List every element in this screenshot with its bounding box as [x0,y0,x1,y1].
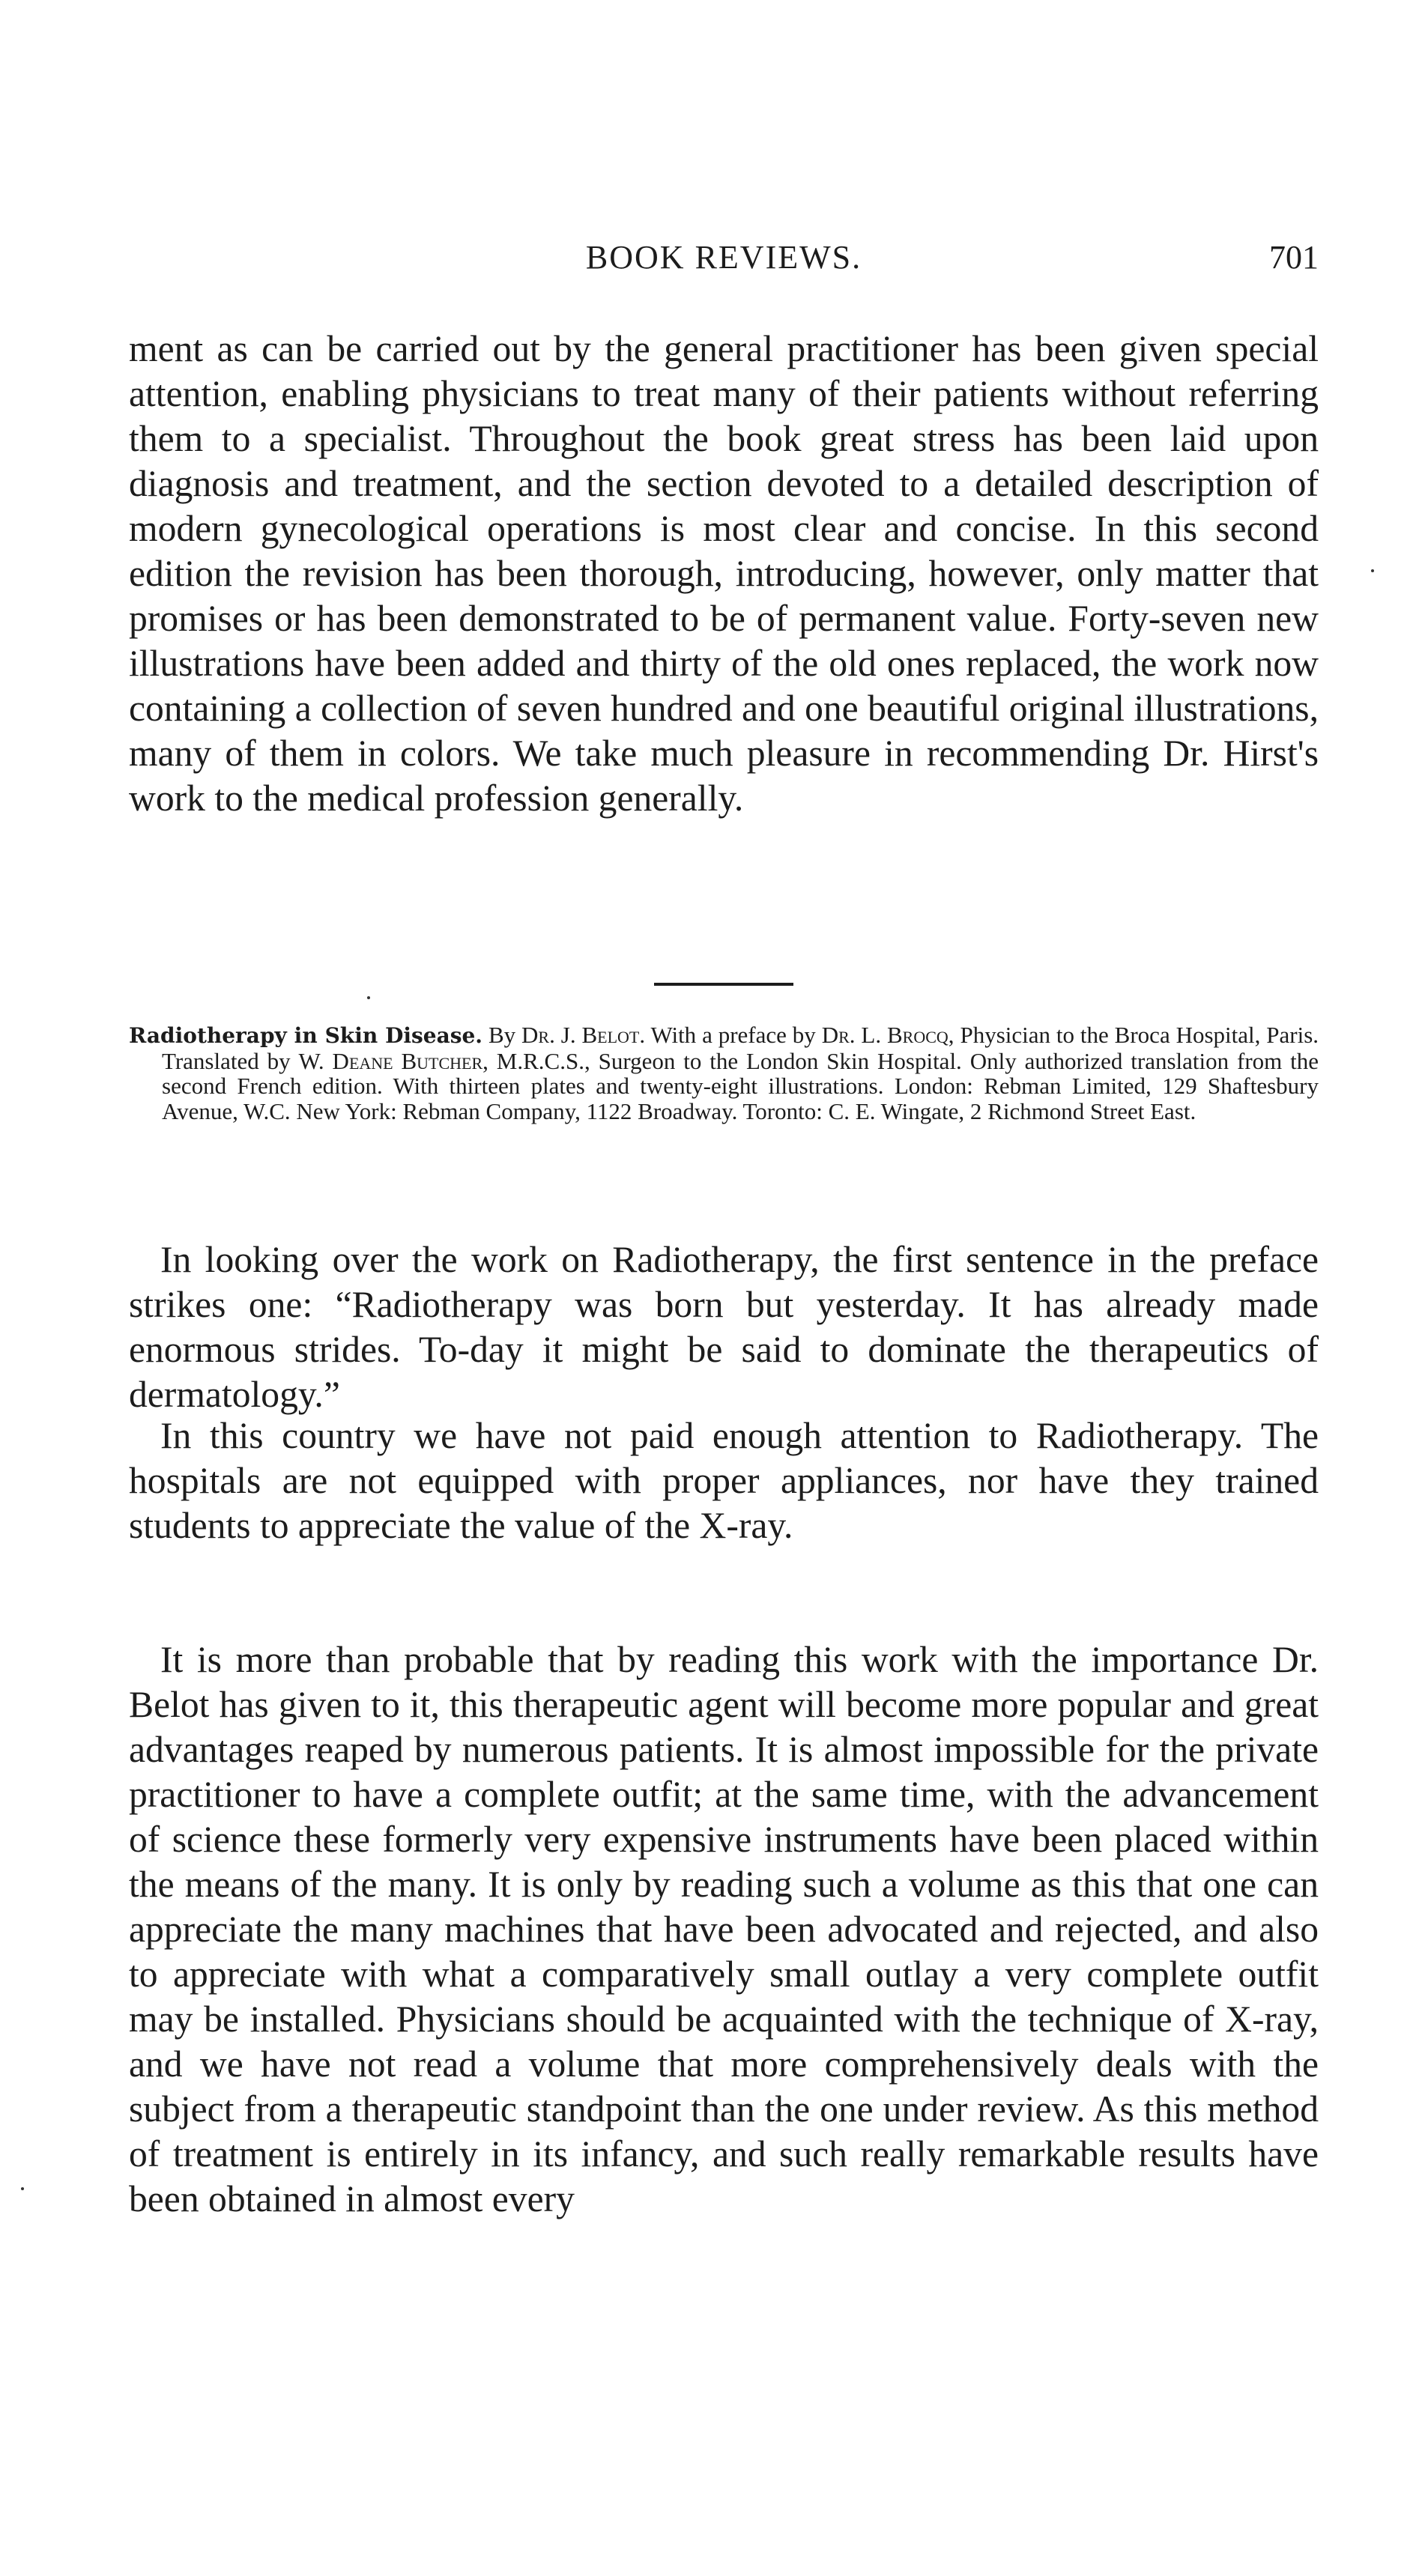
book-title: Radiotherapy in Skin Disease. [129,1023,483,1048]
translator-role: M.R.C.S., Surgeon to the London Skin Hospital. [496,1047,962,1074]
book-author: Dr. J. Belot. [521,1022,646,1048]
preface-author-role: Physician to the Broca Hospital, Paris. [960,1022,1319,1048]
preface-author: Dr. L. Brocq, [821,1022,954,1048]
book-citation [129,1022,1319,1124]
preface-intro: With a preface by [650,1022,816,1048]
section-divider [654,983,793,986]
scan-speck [21,2187,24,2190]
running-title: BOOK REVIEWS. [585,239,862,276]
scan-speck [367,996,370,999]
review-paragraph: In this country we have not paid enough attention to Radiotherapy. The hospitals are not equipped with proper appliances, nor have they trained students to appreciate the value of the X-ray. [129,1415,1319,1546]
translated-by-label: Translated by [162,1047,291,1074]
opening-paragraph-block [129,327,1319,821]
edition-note: Only authorized translation from the second French edition. With thirteen plates and twenty-eight illustrations. [162,1047,1319,1099]
by-label: By [488,1022,516,1048]
scan-speck [1371,569,1374,572]
publishers: London: Rebman Limited, 129 Shaftesbury Avenue, W.C. New York: Rebman Company, 1122 Broadway. Toronto: C. E. Wingate, 2 Richmond Street East. [162,1073,1319,1124]
running-head [129,238,1319,283]
review-paragraph: It is more than probable that by reading this work with the importance Dr. Belot has given to it, this therapeutic agent will become more popular and great advantages reaped by numerous patients. It is almost impossible for the private practitioner to have a complete outfit; at the same time, with the advancement of science these formerly very expensive instruments have been placed within the means of the many. It is only by reading such a volume as this that one can appreciate the many machines that have been advocated and rejected, and also to appreciate with what a comparatively small outlay a very complete outfit may be installed. Physicians should be acquainted with the technique of X-ray, and we have not read a volume that more comprehensively deals with the subject from a therapeutic standpoint than the one under review. As this method of treatment is entirely in its infancy, and such really remarkable results have been obtained in almost every [129,1639,1319,2219]
page-number: 701 [1269,239,1319,276]
translator: W. Deane Butcher, [298,1047,488,1074]
review-paragraph: In looking over the work on Radiotherapy, the first sentence in the preface strikes one: “Radiotherapy was born but yesterday. It has already made enormous strides. To-day it might be said to dominate the therapeutics of dermatology.” [129,1239,1319,1415]
opening-paragraph: ment as can be carried out by the general practitioner has been given special attention, enabling physicians to treat many of their patients without referring them to a specialist. Throughout the book great stress has been laid upon diagnosis and treatment, and the section devoted to a detailed description of modern gynecological operations is most clear and concise. In this second edition the revision has been thorough, introducing, however, only matter that promises or has been demonstrated to be of permanent value. Forty-seven new illustrations have been added and thirty of the old ones replaced, the work now containing a collection of seven hundred and one beautiful original illustrations, many of them in colors. We take much pleasure in recommending Dr. Hirst's work to the medical profession generally. [129,328,1319,819]
